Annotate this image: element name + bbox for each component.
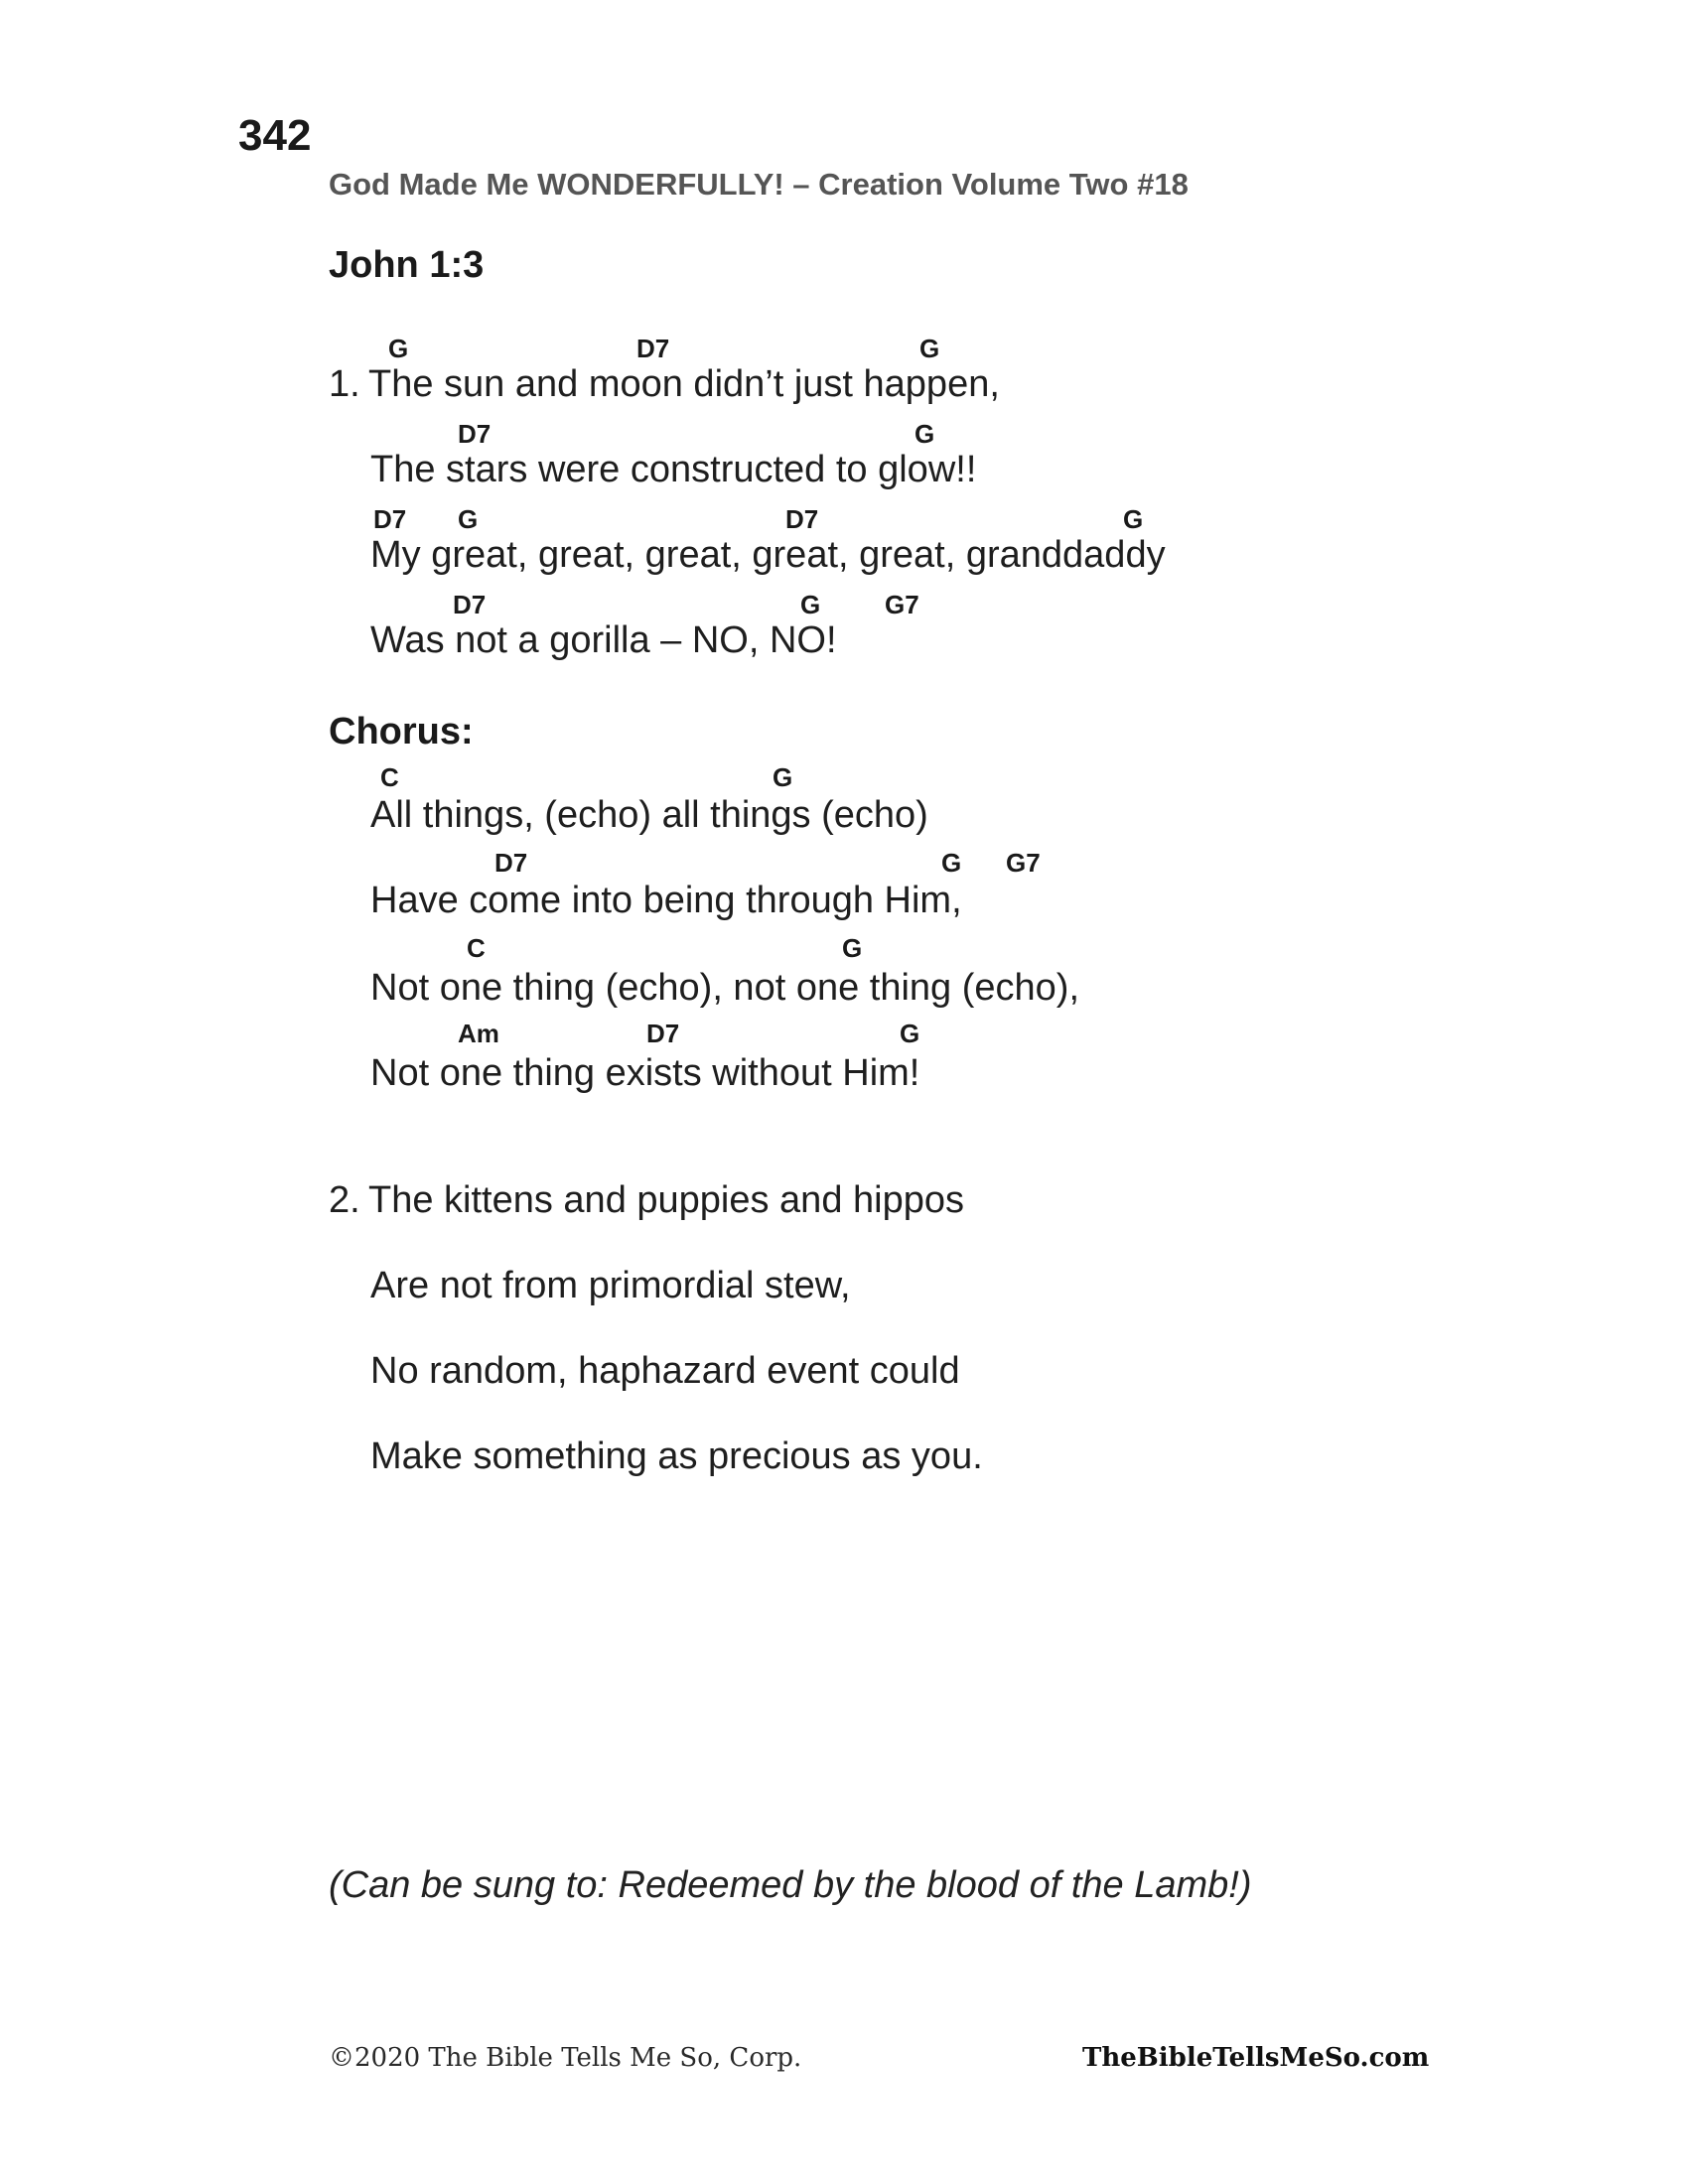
chord: C [380, 762, 399, 792]
song-title: God Made Me WONDERFULLY! – Creation Volume Two #18 [329, 167, 1189, 202]
chord: G [941, 848, 962, 878]
chord: G [914, 419, 935, 449]
verse-number: 1. [329, 363, 360, 405]
lyric-line: The kittens and puppies and hippos [368, 1179, 964, 1221]
verse-number: 2. [329, 1179, 360, 1221]
chord: D7 [646, 1019, 680, 1048]
chord: G [842, 933, 863, 963]
chord: G7 [1006, 848, 1041, 878]
scripture-reference: John 1:3 [329, 244, 485, 286]
chord: G [800, 590, 821, 619]
chord: D7 [494, 848, 528, 878]
chord: G [1123, 504, 1144, 534]
page-number: 342 [238, 111, 312, 160]
lyric-line: All things, (echo) all things (echo) [370, 794, 928, 836]
chord: D7 [453, 590, 487, 619]
chord: D7 [458, 419, 492, 449]
lyric-line: My great, great, great, great, great, granddaddy [370, 534, 1166, 576]
lyric-line: The sun and moon didn’t just happen, [368, 363, 1000, 405]
website-link[interactable]: TheBibleTellsMeSo.com [1082, 2043, 1430, 2073]
lyric-line: No random, haphazard event could [370, 1350, 960, 1392]
chord: G [919, 334, 940, 363]
lyric-line: The stars were constructed to glow!! [370, 449, 977, 490]
lyric-line: Have come into being through Him, [370, 880, 962, 921]
lyric-line: Was not a gorilla – NO, NO! [370, 619, 837, 661]
chorus-title: Chorus: [329, 711, 474, 752]
chord: C [467, 933, 486, 963]
lyric-line: Make something as precious as you. [370, 1435, 983, 1477]
chord: D7 [636, 334, 670, 363]
chord: G [773, 762, 793, 792]
lyric-line: Not one thing (echo), not one thing (echo), [370, 967, 1080, 1009]
copyright: ©2020 The Bible Tells Me So, Corp. [329, 2043, 802, 2073]
chord: G7 [885, 590, 919, 619]
lyric-line: Are not from primordial stew, [370, 1265, 851, 1306]
chord: G [458, 504, 479, 534]
chord: G [388, 334, 409, 363]
chord: D7 [785, 504, 819, 534]
chord: D7 [373, 504, 407, 534]
chord: G [900, 1019, 920, 1048]
lyric-line: Not one thing exists without Him! [370, 1052, 920, 1094]
tune-note: (Can be sung to: Redeemed by the blood of the Lamb!) [329, 1864, 1252, 1906]
chord: Am [458, 1019, 499, 1048]
